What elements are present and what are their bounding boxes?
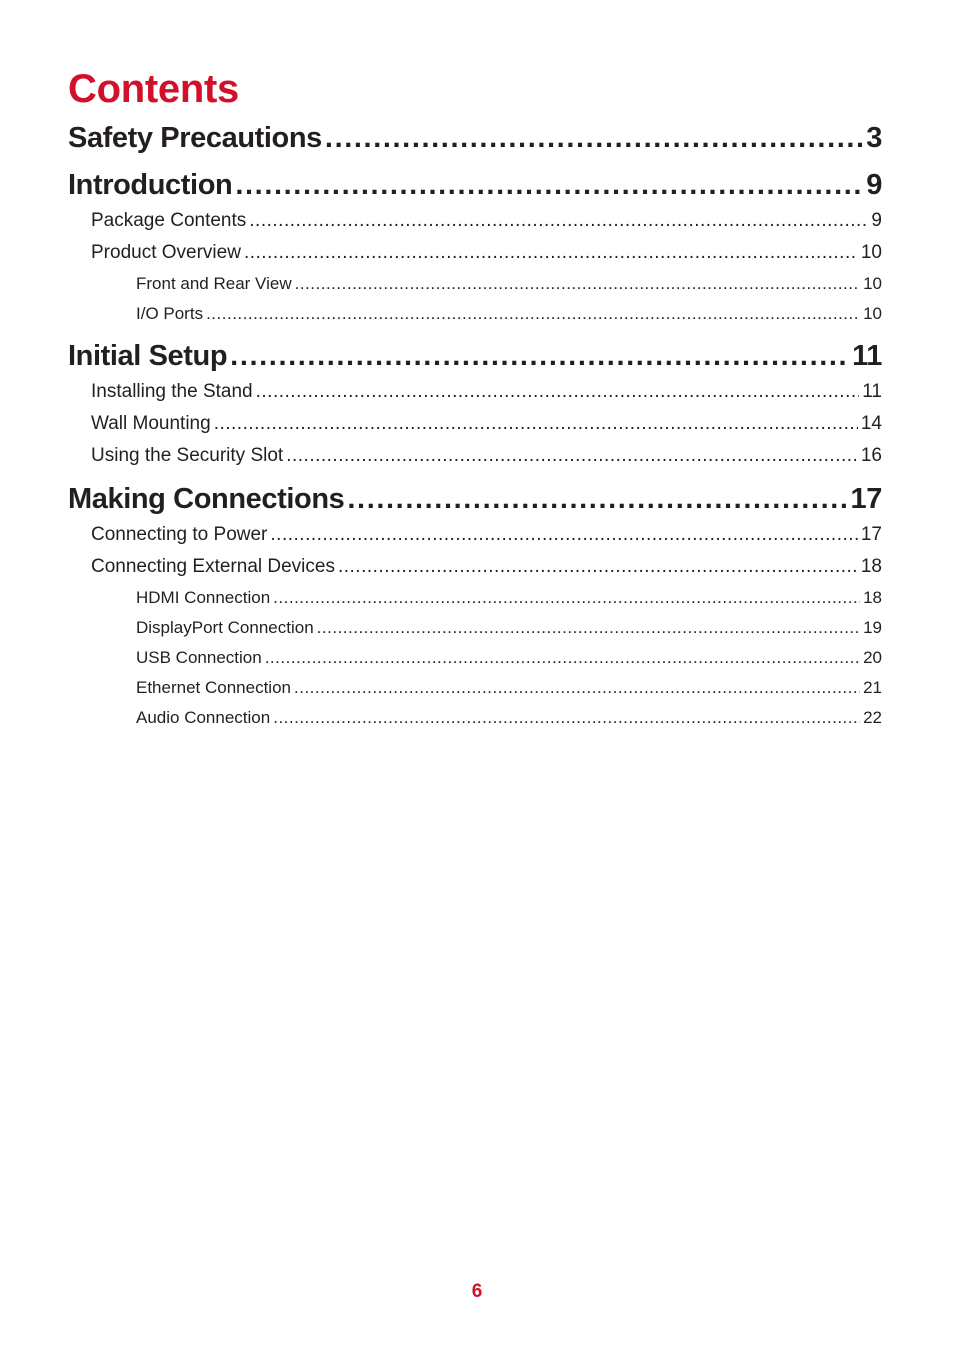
toc-entry-label: Using the Security Slot: [91, 445, 284, 466]
dot-leader: [286, 440, 858, 472]
toc-entry-page: 9: [866, 169, 882, 201]
dot-leader: [273, 583, 860, 613]
toc-subitem-front-and-rear-view[interactable]: [68, 269, 882, 299]
toc-entry-label: Introduction: [68, 169, 233, 201]
dot-leader: [206, 299, 860, 329]
toc-entry-page: 18: [863, 588, 882, 607]
dot-leader: [317, 613, 860, 643]
toc-entry-label: Installing the Stand: [91, 381, 253, 402]
toc-subitem-hdmi-connection[interactable]: [68, 583, 882, 613]
toc-entry-label: Wall Mounting: [91, 413, 211, 434]
toc-section-initial-setup[interactable]: [68, 336, 882, 376]
dot-leader: [347, 479, 847, 519]
dot-leader: [325, 118, 863, 158]
toc-item-connecting-external-devices[interactable]: [68, 551, 882, 583]
toc-entry-label: Safety Precautions: [68, 122, 322, 154]
toc-entry-page: 16: [860, 445, 882, 466]
toc-subitem-io-ports[interactable]: [68, 299, 882, 329]
toc-entry-label: Making Connections: [68, 483, 345, 515]
toc-entry-page: 18: [860, 556, 882, 577]
toc-entry-label: Product Overview: [91, 242, 241, 263]
dot-leader: [265, 643, 860, 673]
toc-section-introduction[interactable]: [68, 165, 882, 205]
toc-entry-page: 14: [860, 413, 882, 434]
toc-entry-label: Ethernet Connection: [136, 678, 291, 697]
dot-leader: [256, 376, 860, 408]
toc-entry-page: 17: [850, 483, 882, 515]
toc-section-safety-precautions[interactable]: [68, 118, 882, 158]
dot-leader: [338, 551, 858, 583]
toc-entry-page: 10: [863, 304, 882, 323]
toc-entry-label: Audio Connection: [136, 708, 271, 727]
toc-entry-page: 9: [871, 210, 882, 231]
dot-leader: [230, 336, 849, 376]
toc-entry-label: Connecting External Devices: [91, 556, 335, 577]
page-number: 6: [471, 1281, 483, 1302]
dot-leader: [295, 269, 860, 299]
toc-entry-page: 20: [863, 648, 882, 667]
dot-leader: [244, 237, 858, 269]
dot-leader: [270, 519, 857, 551]
toc-entry-page: 3: [866, 122, 882, 154]
toc-item-connecting-to-power[interactable]: [68, 519, 882, 551]
dot-leader: [249, 205, 868, 237]
toc-entry-page: 10: [863, 274, 882, 293]
dot-leader: [235, 165, 863, 205]
toc-item-product-overview[interactable]: [68, 237, 882, 269]
toc-subitem-ethernet-connection[interactable]: [68, 673, 882, 703]
toc-entry-label: HDMI Connection: [136, 588, 271, 607]
toc-entry-label: USB Connection: [136, 648, 262, 667]
toc-entry-label: Front and Rear View: [136, 274, 292, 293]
page-title: Contents: [68, 67, 239, 111]
toc-entry-page: 10: [860, 242, 882, 263]
dot-leader: [273, 703, 860, 733]
toc-entry-label: Connecting to Power: [91, 524, 268, 545]
toc-item-installing-the-stand[interactable]: [68, 376, 882, 408]
toc-entry-label: Package Contents: [91, 210, 247, 231]
toc-entry-page: 22: [863, 708, 882, 727]
toc-entry-label: I/O Ports: [136, 304, 204, 323]
toc-entry-page: 11: [852, 340, 882, 372]
toc-subitem-displayport-connection[interactable]: [68, 613, 882, 643]
toc-entry-page: 17: [860, 524, 882, 545]
toc-entry-label: Initial Setup: [68, 340, 228, 372]
toc-subitem-usb-connection[interactable]: [68, 643, 882, 673]
toc-section-making-connections[interactable]: [68, 479, 882, 519]
dot-leader: [294, 673, 860, 703]
toc-item-package-contents[interactable]: [68, 205, 882, 237]
toc-entry-label: DisplayPort Connection: [136, 618, 314, 637]
toc-subitem-audio-connection[interactable]: [68, 703, 882, 733]
toc-page: [68, 62, 882, 733]
toc-entry-page: 11: [862, 381, 882, 402]
toc-entry-page: 21: [863, 678, 882, 697]
dot-leader: [214, 408, 858, 440]
toc-item-wall-mounting[interactable]: [68, 408, 882, 440]
toc-entry-page: 19: [863, 618, 882, 637]
toc-item-using-the-security-slot[interactable]: [68, 440, 882, 472]
